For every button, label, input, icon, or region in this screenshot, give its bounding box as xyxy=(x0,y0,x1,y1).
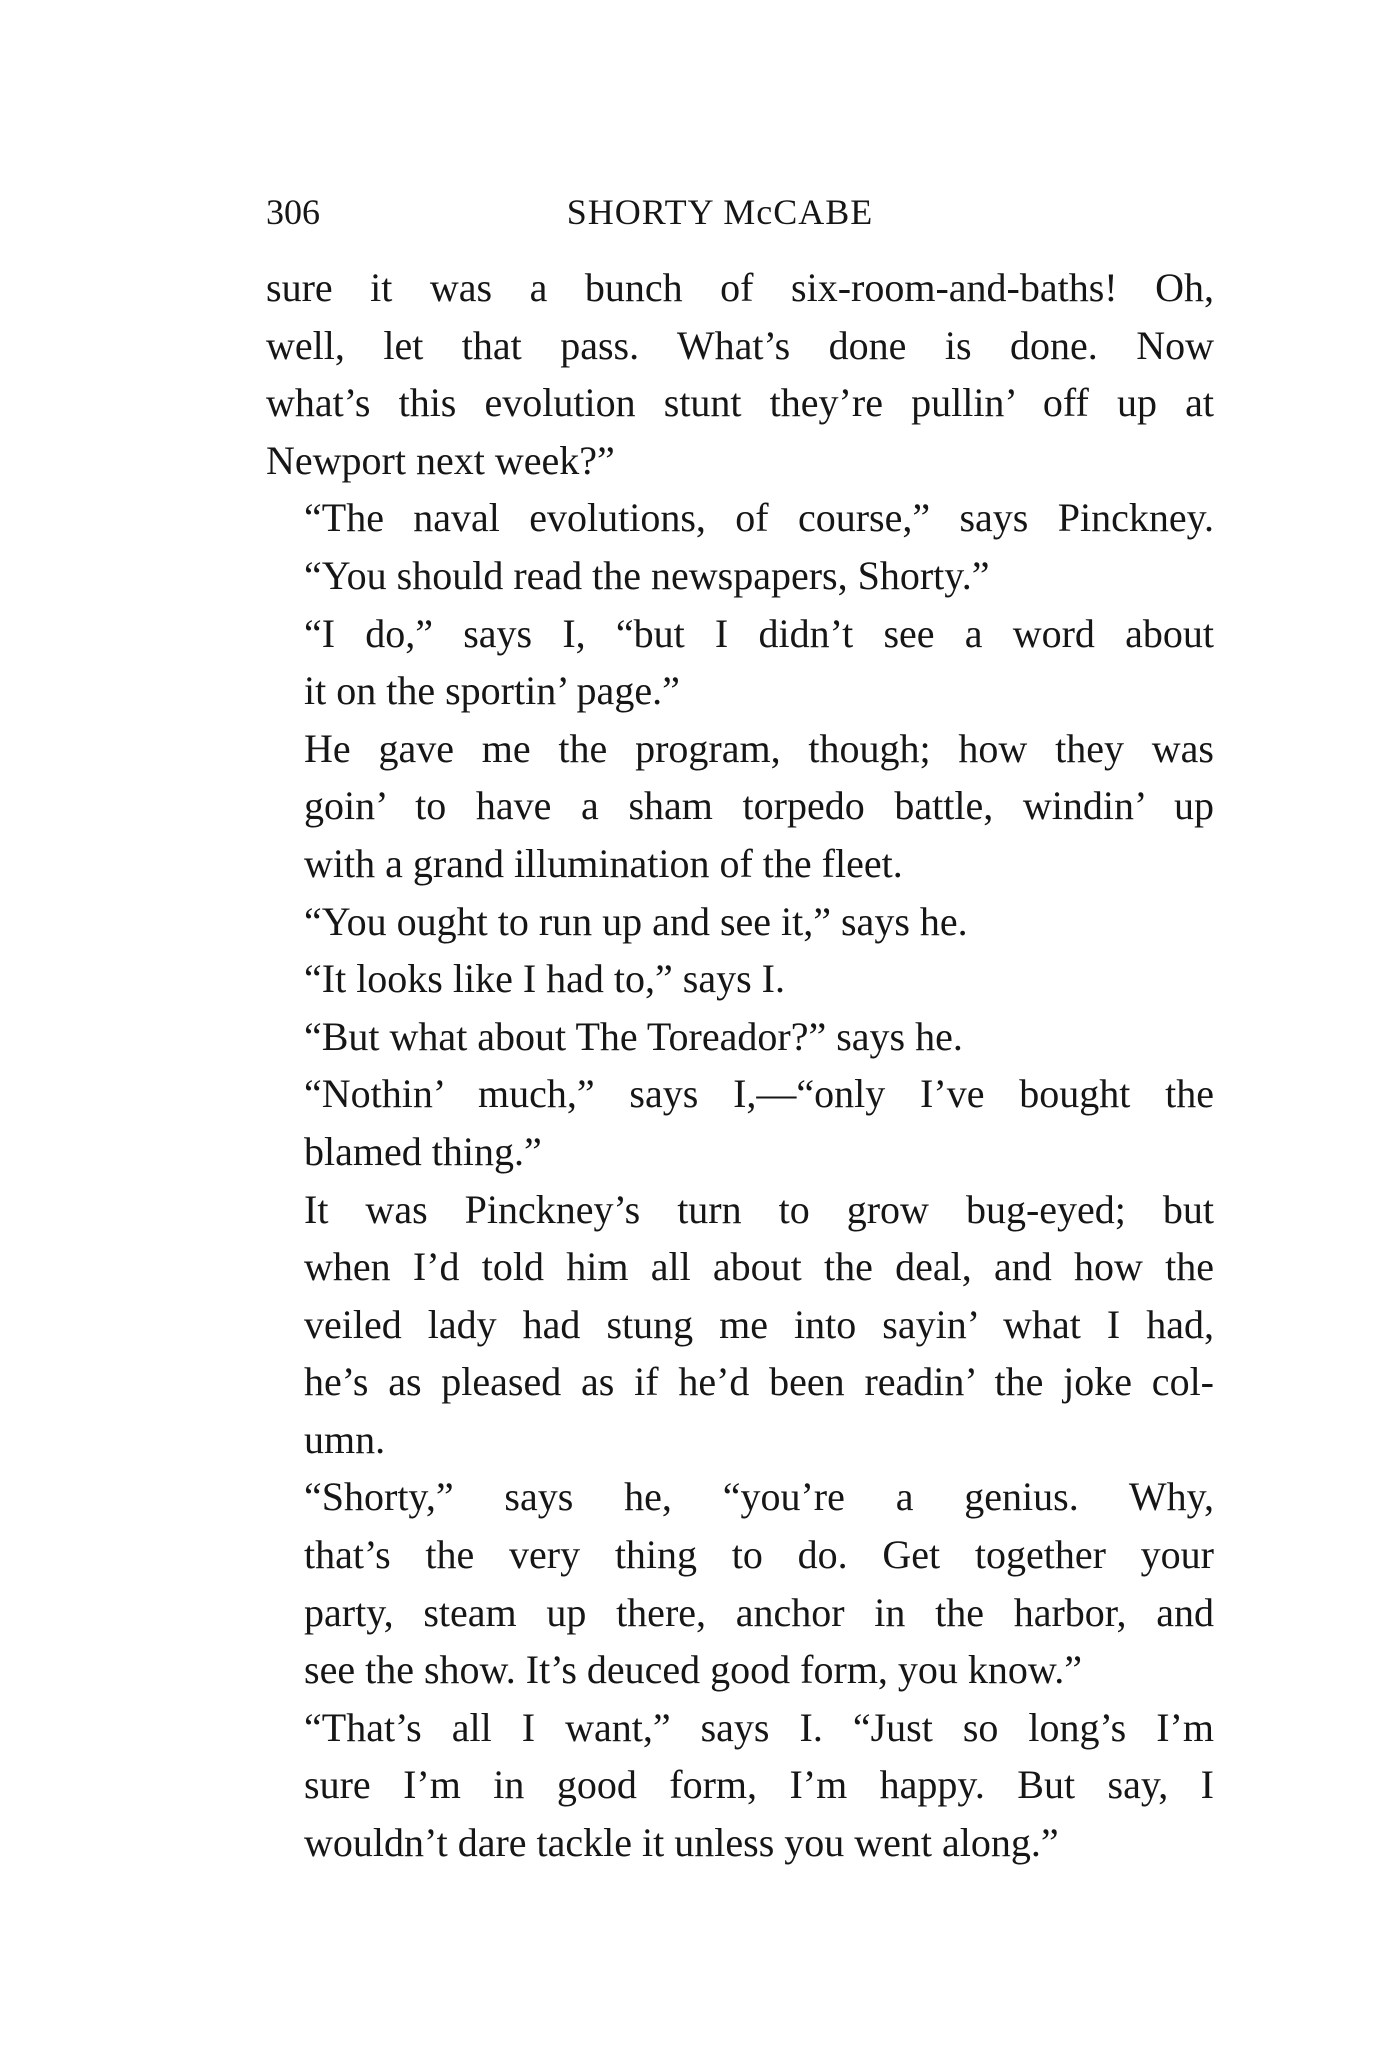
text-line: when I’d told him all about the deal, and how the xyxy=(304,1244,1214,1290)
text-line: “The naval evolutions, of course,” says Pinckney. xyxy=(304,495,1214,541)
paragraph xyxy=(266,720,1214,893)
text-line: with a grand illumination of the fleet. xyxy=(304,840,903,886)
text-line: wouldn’t dare tackle it unless you went along.” xyxy=(304,1820,1059,1866)
paragraph xyxy=(266,1468,1214,1698)
text-line: “You ought to run up and see it,” says he. xyxy=(304,898,968,944)
body-text xyxy=(266,259,1214,1872)
paragraph xyxy=(266,1699,1214,1872)
text-line: what’s this evolution stunt they’re pullin’ off up at xyxy=(266,380,1214,426)
text-line: “Nothin’ much,” says I,—“only I’ve bought the xyxy=(304,1071,1214,1117)
paragraph xyxy=(266,1008,1214,1066)
text-line: It was Pinckney’s turn to grow bug-eyed; but xyxy=(304,1186,1214,1232)
running-head xyxy=(266,186,1214,238)
text-line: “It looks like I had to,” says I. xyxy=(304,956,785,1002)
text-line: “But what about The Toreador?” says he. xyxy=(304,1013,963,1059)
paragraph xyxy=(266,893,1214,951)
text-line: party, steam up there, anchor in the harbor, and xyxy=(304,1589,1214,1635)
text-line: well, let that pass. What’s done is done. Now xyxy=(266,322,1214,368)
text-line: “That’s all I want,” says I. “Just so long’s I’m xyxy=(304,1704,1214,1750)
text-line: He gave me the program, though; how they was xyxy=(304,725,1214,771)
paragraph xyxy=(266,605,1214,720)
running-title: SHORTY McCABE xyxy=(566,192,874,232)
text-line: sure I’m in good form, I’m happy. But say, I xyxy=(304,1762,1214,1808)
text-line: Newport next week?” xyxy=(266,437,615,483)
paragraph xyxy=(266,489,1214,604)
text-line: it on the sportin’ page.” xyxy=(304,668,680,714)
text-line: blamed thing.” xyxy=(304,1128,542,1174)
page-number: 306 xyxy=(266,192,320,232)
paragraph xyxy=(266,1181,1214,1469)
paragraph xyxy=(266,1065,1214,1180)
text-line: goin’ to have a sham torpedo battle, windin’ up xyxy=(304,783,1214,829)
text-line: he’s as pleased as if he’d been readin’ the joke col- xyxy=(304,1359,1214,1405)
paragraph xyxy=(266,259,1214,489)
text-line: see the show. It’s deuced good form, you know.” xyxy=(304,1647,1082,1693)
text-line: “I do,” says I, “but I didn’t see a word about xyxy=(304,610,1214,656)
paragraph xyxy=(266,950,1214,1008)
text-line: umn. xyxy=(304,1416,386,1462)
text-line: sure it was a bunch of six-room-and-baths! Oh, xyxy=(266,265,1214,310)
text-line: “You should read the newspapers, Shorty.” xyxy=(304,552,990,598)
text-line: “Shorty,” says he, “you’re a genius. Why, xyxy=(304,1474,1214,1520)
text-line: veiled lady had stung me into sayin’ what I had, xyxy=(304,1301,1214,1347)
text-line: that’s the very thing to do. Get together your xyxy=(304,1532,1214,1578)
